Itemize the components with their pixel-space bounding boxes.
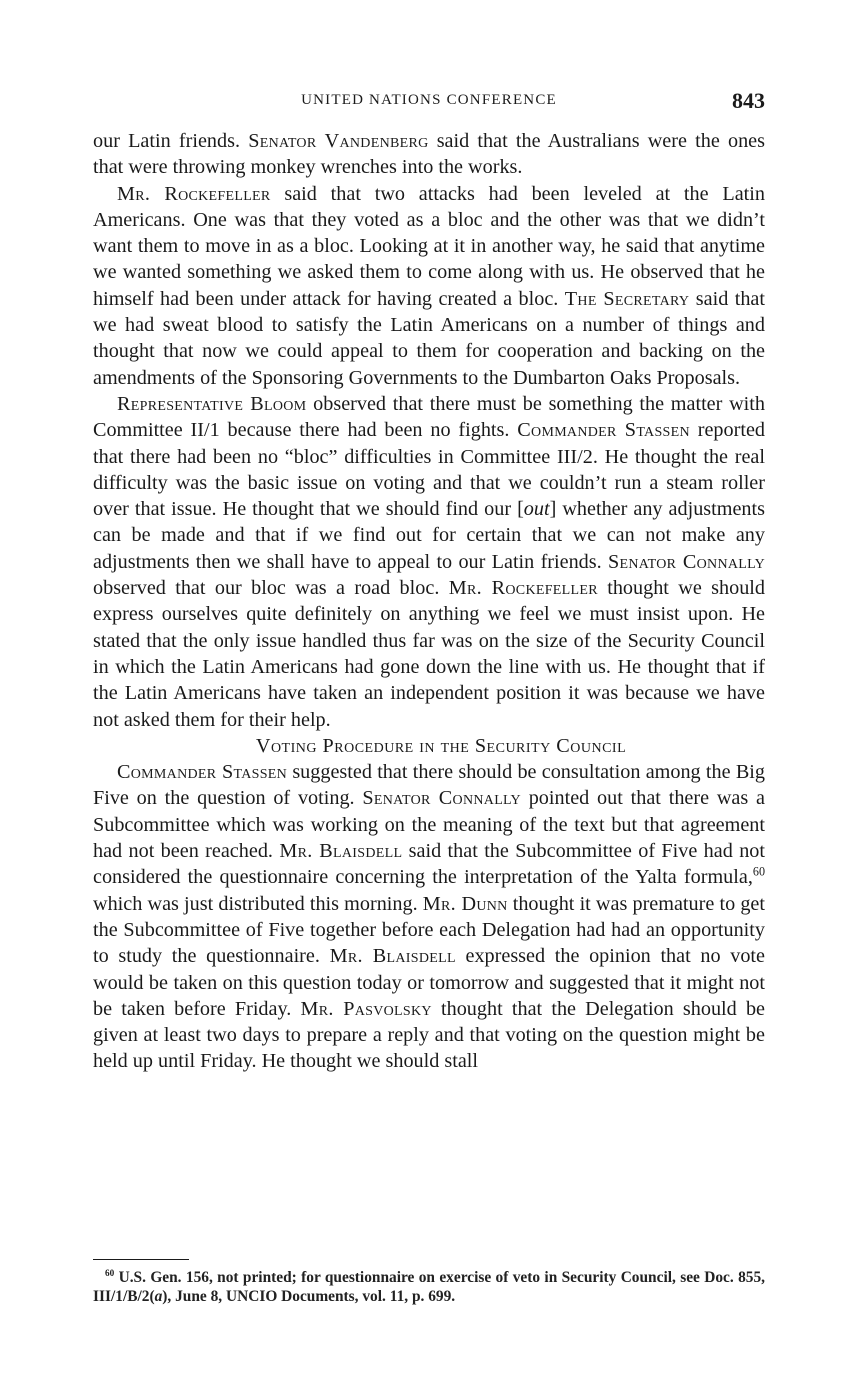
footnote — [93, 1268, 765, 1306]
text-run: observed that our bloc was a road bloc. — [93, 577, 449, 600]
footnote-reference[interactable]: 60 — [752, 864, 765, 879]
footnote-text — [93, 1268, 765, 1306]
text-run: ), June 8, UNCIO Documents, vol. 11, p. 699. — [162, 1288, 456, 1305]
text-run: thought it was premature to get the Subcommittee of Five together before each Delegation had had an opportunity to study the questionnaire. — [93, 892, 765, 968]
speaker-name: Senator Vandenberg — [248, 130, 429, 152]
speaker-name: Mr. Blaisdell — [329, 945, 456, 968]
text-run: said that the Australians were the ones that were throwing monkey wrenches into the works. — [93, 130, 765, 179]
text-run: U.S. Gen. 156, not printed; for questionnaire on exercise of veto in Security Council, see Doc. 855, III/1/B/2( — [93, 1269, 765, 1305]
text-run: ] whether any adjustments can be made and that if we find out for certain that we can not make any adjustments then we shall have to appeal to our Latin friends. — [93, 498, 765, 573]
text-run: thought we should express ourselves quite definitely on anything we feel we must insist upon. He stated that the only issue handled thus far was on the size of the Security Council in which the Latin Americans had gone down the line with us. He thought that if the Latin Americans have taken an independent position it was because we have not asked them for their help. — [93, 577, 765, 731]
text-run: suggested that there should be consultation among the Big Five on the question of voting. — [93, 761, 765, 810]
text-run-italic: a — [154, 1288, 163, 1305]
paragraph-continuation — [93, 128, 765, 181]
speaker-name: The Secretary — [564, 287, 690, 310]
paragraph-bloom — [93, 391, 765, 733]
body-text — [93, 128, 765, 1075]
footnote-divider — [93, 1259, 189, 1260]
speaker-name: Representative Bloom — [117, 392, 307, 415]
text-run: said that two attacks had been leveled at the Latin Americans. One was that they voted as a bloc and the other was that we didn’t want them to move in as a bloc. Looking at it in another way, he said that anytime we wanted something we asked them to come along with us. He observed that he himself had been under attack for having created a bloc. — [93, 182, 765, 310]
editorial-insertion: out — [523, 498, 550, 521]
running-title: UNITED NATIONS CONFERENCE — [301, 92, 557, 108]
text-run: pointed out that there was a Subcommittee which was working on the meaning of the text but that agreement had not been reached. — [93, 787, 766, 863]
text-run: thought that the Delegation should be given at least two days to prepare a reply and that voting on the question might be held up until Friday. He thought we should stall — [93, 997, 765, 1073]
speaker-name: Commander Stassen — [517, 419, 690, 442]
speaker-name: Mr. Pasvolsky — [300, 997, 432, 1020]
text-run: which was just distributed this morning. — [93, 892, 423, 915]
running-head — [93, 88, 765, 118]
footnote-number: 60 — [105, 1267, 115, 1278]
text-run: said that the Subcommittee of Five had not considered the questionnaire concerning the interpretation of the Yalta formula, — [93, 840, 765, 889]
speaker-name: Mr. Rockefeller — [117, 182, 271, 205]
text-run: said that we had sweat blood to satisfy the Latin Americans on a number of things and thought that now we could appeal to them for cooperation and backing on the amendments of the Sponsoring Governments to the Dumbarton Oaks Proposals. — [93, 287, 765, 389]
speaker-name: Mr. Rockefeller — [448, 577, 598, 600]
text-run: expressed the opinion that no vote would be taken on this question today or tomorrow and suggested that it might not be taken before Friday. — [93, 945, 765, 1020]
text-run: our Latin friends. — [93, 130, 249, 152]
speaker-name: Mr. Dunn — [422, 892, 508, 915]
paragraph-voting — [93, 759, 765, 1075]
paragraph-rockefeller — [93, 181, 765, 391]
speaker-name: Senator Connally — [362, 787, 521, 810]
speaker-name: Commander Stassen — [117, 761, 288, 784]
speaker-name: Mr. Blaisdell — [279, 840, 403, 863]
text-run: reported that there had been no “bloc” difficulties in Committee III/2. He thought the real difficulty was the basic issue on voting and that we couldn’t run a steam roller over that issue. He thought that we should find our [ — [93, 419, 765, 521]
section-heading: Voting Procedure in the Security Council — [255, 734, 627, 757]
speaker-name: Senator Connally — [607, 550, 765, 573]
text-run: observed that there must be something the matter with Committee II/1 because there had been no fights. — [93, 392, 765, 442]
page-number: 843 — [732, 88, 765, 113]
